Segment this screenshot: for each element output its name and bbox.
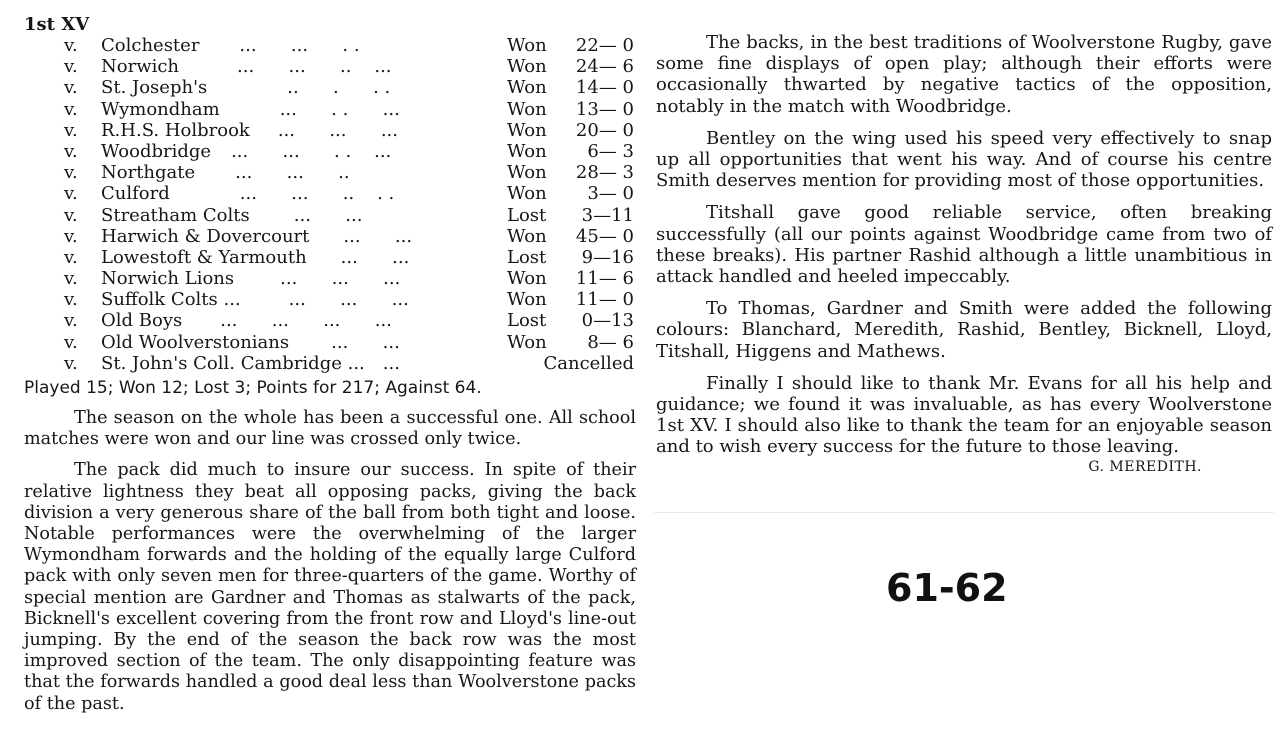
- fixture-row: [24, 141, 636, 162]
- fixture-row: [24, 120, 636, 141]
- fixture-row: [24, 268, 636, 289]
- fixture-score: 22— 0: [575, 35, 634, 56]
- fixture-score: 3—11: [581, 204, 634, 226]
- versus-label: v.: [64, 77, 78, 99]
- versus-label: v.: [64, 140, 78, 162]
- team-title: 1st XV: [24, 14, 90, 35]
- fixture-opponent: Culford ... ... .. . .: [101, 183, 395, 205]
- dot-leader: ... ...: [293, 204, 363, 226]
- fixture-opponent: Suffolk Colts ... ... ... ...: [101, 289, 409, 311]
- dot-leader: ... ... . .: [239, 35, 360, 56]
- fixture-row: [24, 289, 636, 310]
- fixture-result: Won: [507, 225, 547, 247]
- dot-leader: .. . . .: [287, 77, 391, 99]
- fixture-opponent: St. John's Coll. Cambridge ... ...: [101, 352, 400, 374]
- report-paragraph: The season on the whole has been a successful one. All school matches were won and our line was crossed only twice.: [24, 408, 636, 450]
- fixture-opponent: Norwich ... ... .. ...: [101, 56, 392, 78]
- fixture-opponent: St. Joseph's .. . . .: [101, 77, 391, 99]
- fixture-result: Won: [507, 183, 547, 205]
- right-column: [656, 32, 1272, 475]
- fixture-score: 14— 0: [575, 77, 634, 99]
- dot-leader: ... ... .. . .: [239, 183, 395, 205]
- dot-leader: ... ... ...: [288, 289, 409, 311]
- dot-leader: ... ... ...: [277, 119, 398, 141]
- fixture-row: [24, 99, 636, 120]
- fixture-result: Won: [507, 331, 547, 353]
- versus-label: v.: [64, 268, 78, 290]
- fixture-opponent: Lowestoft & Yarmouth ... ...: [101, 246, 410, 268]
- dot-leader: ... ... ...: [280, 268, 401, 290]
- summary-played: Played 15: [24, 378, 108, 398]
- fixture-result: Won: [507, 268, 547, 290]
- fixture-row: [24, 247, 636, 268]
- fixture-opponent: Old Boys ... ... ... ...: [101, 310, 392, 332]
- fixture-row: [24, 183, 636, 204]
- fixture-row: [24, 353, 636, 374]
- fixture-result: Won: [507, 77, 547, 99]
- left-column: [24, 14, 636, 725]
- report-paragraph: To Thomas, Gardner and Smith were added the following colours: Blanchard, Meredith, Rashid, Bentley, Bicknell, Lloyd, Titshall, Higgens and Mathews.: [656, 298, 1272, 362]
- fixture-result: Won: [507, 119, 547, 141]
- fixture-row: [24, 332, 636, 353]
- report-paragraph: The pack did much to insure our success. In spite of their relative lightness they beat all opposing packs, giving the back division a very generous share of the ball from both tight and loose. Notable performances were the overwhelming of the larger Wymondham forwards and the holding of the equally large Culford pack with only seven men for three-quarters of the game. Worthy of special mention are Gardner and Thomas as stalwarts of the pack, Bicknell's excellent covering from the front row and Lloyd's line-out jumping. By the end of the season the back row was the most improved section of the team. The only disappointing feature was that the forwards handled a good deal less than Woolverstone packs of the past.: [24, 460, 636, 714]
- dot-leader: ... ... .. ...: [237, 56, 392, 78]
- fixture-opponent: Streatham Colts ... ...: [101, 204, 363, 226]
- fixture-result: Lost: [507, 204, 547, 226]
- summary-against: ; Against 64.: [374, 378, 481, 398]
- dot-leader: ... ...: [343, 225, 413, 247]
- dot-leader: ...: [382, 352, 400, 374]
- fixture-score: 9—16: [581, 246, 634, 268]
- fixture-score: 6— 3: [587, 140, 634, 162]
- fixture-result: Won: [507, 289, 547, 311]
- versus-label: v.: [64, 119, 78, 141]
- fixture-opponent: Harwich & Dovercourt ... ...: [101, 225, 413, 247]
- left-report: [24, 408, 636, 715]
- report-paragraph: The backs, in the best traditions of Woolverstone Rugby, gave some fine displays of open play; although their efforts were occasionally thwarted by negative tactics of the opposition, notably in the match with Woodbridge.: [656, 32, 1272, 117]
- dot-leader: ... . . ...: [279, 98, 400, 120]
- fixture-score: 13— 0: [575, 98, 634, 120]
- versus-label: v.: [64, 162, 78, 184]
- fixture-opponent: Northgate ... ... ..: [101, 162, 350, 184]
- versus-label: v.: [64, 331, 78, 353]
- fixture-row: [24, 35, 636, 56]
- report-paragraph: Finally I should like to thank Mr. Evans for all his help and guidance; we found it was invaluable, as has every Woolverstone 1st XV. I should also like to thank the team for an enjoyable season and to wish every success for the future to those leaving.: [656, 372, 1272, 458]
- fixture-result: Won: [507, 162, 547, 184]
- summary-won: ; Won 12: [108, 378, 183, 398]
- fixture-row: [24, 56, 636, 77]
- versus-label: v.: [64, 289, 78, 311]
- versus-label: v.: [64, 225, 78, 247]
- fixture-opponent: Colchester ... ... . .: [101, 35, 360, 56]
- fixture-result: Lost: [507, 310, 547, 332]
- dot-leader: ... ...: [331, 331, 400, 353]
- fixture-score: 8— 6: [587, 331, 634, 353]
- fixture-row: [24, 77, 636, 98]
- versus-label: v.: [64, 35, 78, 56]
- fixture-score: 0—13: [581, 310, 634, 332]
- fixture-result: Won: [507, 35, 547, 56]
- fixture-score: 45— 0: [575, 225, 634, 247]
- versus-label: v.: [64, 98, 78, 120]
- fixture-row: [24, 205, 636, 226]
- fixture-row: [24, 226, 636, 247]
- summary-lost: ; Lost 3: [183, 378, 245, 398]
- fixture-opponent: Norwich Lions ... ... ...: [101, 268, 401, 290]
- divider: [654, 512, 1274, 513]
- fixture-score: 24— 6: [575, 56, 634, 78]
- fixture-result: Lost: [507, 246, 547, 268]
- season-summary: [24, 377, 636, 399]
- author-signature: G. MEREDITH.: [1088, 458, 1202, 475]
- fixture-result: Won: [507, 56, 547, 78]
- versus-label: v.: [64, 183, 78, 205]
- season-label: 61-62: [886, 566, 1008, 610]
- versus-label: v.: [64, 56, 78, 78]
- dot-leader: ... ... ..: [235, 162, 350, 184]
- versus-label: v.: [64, 246, 78, 268]
- fixture-opponent: R.H.S. Holbrook ... ... ...: [101, 119, 398, 141]
- fixture-row: [24, 310, 636, 331]
- fixture-score: 20— 0: [575, 119, 634, 141]
- report-paragraph: Bentley on the wing used his speed very effectively to snap up all opportunities that went his way. And of course his centre Smith deserves mention for providing most of those opportunities.: [656, 127, 1272, 192]
- versus-label: v.: [64, 352, 78, 374]
- dot-leader: ... ... ... ...: [220, 310, 392, 332]
- fixture-cancelled: Cancelled: [543, 352, 634, 374]
- versus-label: v.: [64, 204, 78, 226]
- report-paragraph: Titshall gave good reliable service, often breaking successfully (all our points against Woodbridge came from two of these breaks). His partner Rashid although a little unambitious in attack handled and heeled impeccably.: [656, 202, 1272, 288]
- versus-label: v.: [64, 310, 78, 332]
- fixture-result: Won: [507, 140, 547, 162]
- fixture-score: 11— 0: [575, 289, 634, 311]
- fixture-result: Won: [507, 98, 547, 120]
- dot-leader: ... ... . . ...: [231, 140, 392, 162]
- fixtures-list: [24, 35, 636, 374]
- summary-points-for: ; Points for 217: [245, 378, 374, 398]
- fixture-score: 3— 0: [587, 183, 634, 205]
- fixture-opponent: Woodbridge ... ... . . ...: [101, 140, 392, 162]
- fixture-score: 11— 6: [575, 268, 634, 290]
- dot-leader: ... ...: [340, 246, 410, 268]
- fixture-row: [24, 162, 636, 183]
- fixture-score: 28— 3: [575, 162, 634, 184]
- fixture-opponent: Wymondham ... . . ...: [101, 98, 400, 120]
- fixture-opponent: Old Woolverstonians ... ...: [101, 331, 400, 353]
